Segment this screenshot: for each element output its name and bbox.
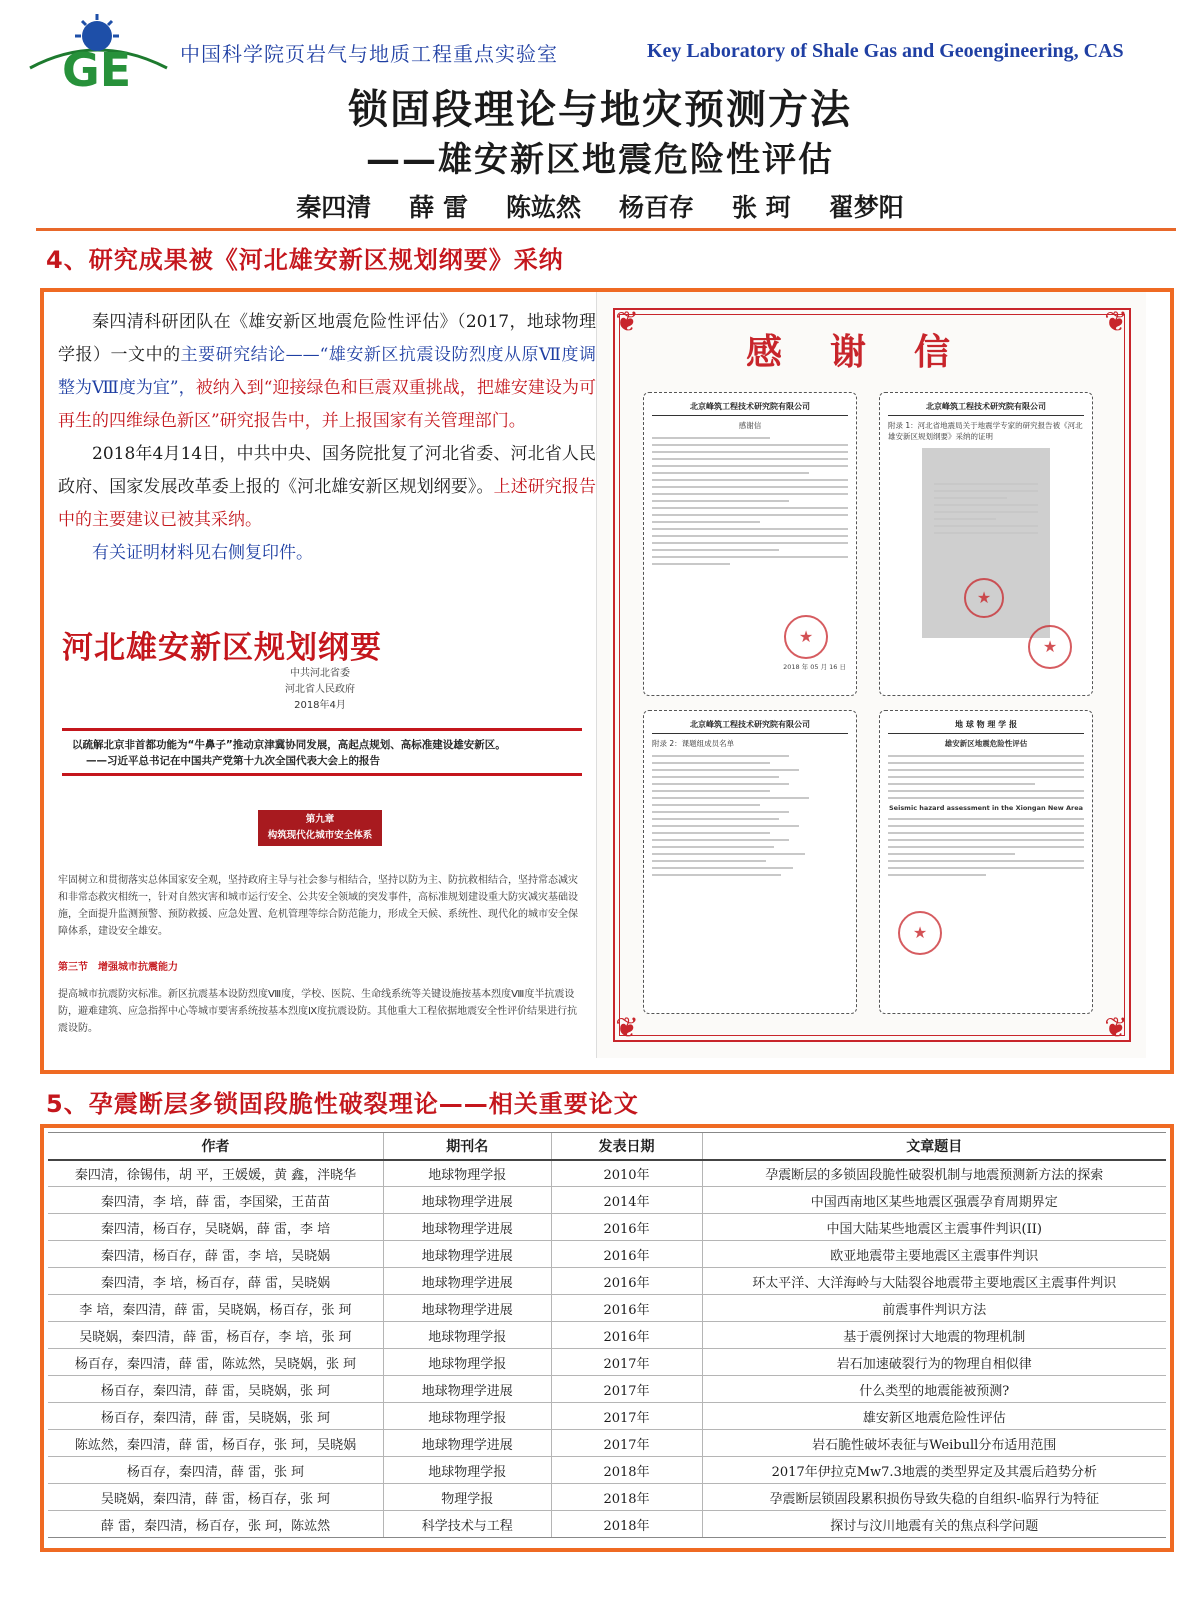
cell-title: 前震事件判识方法 [702, 1295, 1166, 1322]
cell-journal: 地球物理学报 [383, 1349, 551, 1376]
author: 秦四清 [296, 193, 372, 222]
cell-title: 环太平洋、大洋海岭与大陆裂谷地震带主要地震区主震事件判识 [702, 1268, 1166, 1295]
cell-date: 2016年 [551, 1214, 702, 1241]
cell-title: 探讨与汶川地震有关的焦点科学问题 [702, 1511, 1166, 1538]
doc-body-lines [652, 437, 848, 565]
doc-body-lines [888, 755, 1084, 799]
plan-section-title: 第三节 增强城市抗震能力 [58, 962, 178, 973]
doc-subtitle: 感谢信 [738, 421, 762, 430]
chapter-badge [258, 810, 382, 846]
cell-journal: 地球物理学报 [383, 1403, 551, 1430]
section5-heading: 5、孕震断层多锁固段脆性破裂理论——相关重要论文 [46, 1090, 639, 1118]
cell-date: 2018年 [551, 1484, 702, 1511]
intro-text: 秦四清科研团队在《雄安新区地震危险性评估》（2017，地球物理学报）一文中的 [58, 312, 596, 365]
section4-heading: 4、研究成果被《河北雄安新区规划纲要》采纳 [46, 246, 564, 274]
plan-date: 2018年4月 [294, 700, 346, 711]
cell-date: 2010年 [551, 1160, 702, 1187]
doc-subtitle: 雄安新区地震危险性评估 [944, 739, 1028, 748]
cell-authors: 吴晓娲，秦四清，薛 雷，杨百存，张 珂 [48, 1484, 383, 1511]
table-row [48, 1241, 1166, 1268]
cell-title: 孕震断层的多锁固段脆性破裂机制与地震预测新方法的探索 [702, 1160, 1166, 1187]
table-row [48, 1430, 1166, 1457]
cell-authors: 秦四清，李 培，薛 雷，李国梁，王苗苗 [48, 1187, 383, 1214]
table-row [48, 1214, 1166, 1241]
red-seal-icon: ★ [784, 615, 828, 659]
lab-name-chinese: 中国科学院页岩气与地质工程重点实验室 [180, 42, 558, 66]
table-body [48, 1160, 1166, 1538]
ornament-icon: ❦ [1104, 305, 1128, 338]
cell-date: 2016年 [551, 1322, 702, 1349]
red-seal-icon: ★ [898, 911, 942, 955]
cell-journal: 地球物理学进展 [383, 1241, 551, 1268]
ornament-icon: ❦ [615, 1011, 639, 1044]
cell-journal: 地球物理学进展 [383, 1214, 551, 1241]
table-row [48, 1376, 1166, 1403]
table-row [48, 1187, 1166, 1214]
column-header: 作者 [48, 1133, 383, 1160]
table-row [48, 1457, 1166, 1484]
table-row [48, 1268, 1166, 1295]
author: 张 珂 [732, 193, 791, 222]
red-seal-icon: ★ [964, 578, 1004, 618]
cell-title: 中国大陆某些地震区主震事件判识(II) [702, 1214, 1166, 1241]
cell-authors: 李 培，秦四清，薛 雷，吴晓娲，杨百存，张 珂 [48, 1295, 383, 1322]
issuer-line: 中共河北省委 [290, 668, 350, 679]
cell-authors: 陈竑然，秦四清，薛 雷，杨百存，张 珂，吴晓娲 [48, 1430, 383, 1457]
cell-authors: 秦四清，杨百存，吴晓娲，薛 雷，李 培 [48, 1214, 383, 1241]
cell-title: 什么类型的地震能被预测? [702, 1376, 1166, 1403]
intro-adopted: 上述研究报告中的主要建议已被其采纳。 [58, 477, 597, 530]
cell-date: 2016年 [551, 1268, 702, 1295]
cell-title: 岩石加速破裂行为的物理自相似律 [702, 1349, 1166, 1376]
papers-table [48, 1132, 1166, 1538]
letter-title: 感谢信 [745, 332, 998, 373]
letter-page-3 [643, 710, 857, 1014]
thank-you-letter [596, 292, 1146, 1058]
cell-authors: 杨百存，秦四清，薛 雷，吴晓娲，张 珂 [48, 1403, 383, 1430]
cell-date: 2014年 [551, 1187, 702, 1214]
header-divider [36, 228, 1176, 231]
cell-title: 欧亚地震带主要地震区主震事件判识 [702, 1241, 1166, 1268]
cell-authors: 秦四清，徐锡伟，胡 平，王媛媛，黄 鑫，泮晓华 [48, 1160, 383, 1187]
column-header: 发表日期 [551, 1133, 702, 1160]
table-row [48, 1403, 1166, 1430]
intro-paragraph-2 [58, 438, 596, 537]
intro-paragraph-3: 有关证明材料见右侧复印件。 [92, 543, 313, 563]
plan-quote [62, 728, 582, 776]
doc-body-lines [888, 818, 1084, 876]
cell-journal: 地球物理学进展 [383, 1376, 551, 1403]
plan-title: 河北雄安新区规划纲要 [62, 630, 382, 666]
poster-title: 锁固段理论与地灾预测方法 [348, 87, 852, 133]
cell-authors: 秦四清，杨百存，薛 雷，李 培，吴晓娲 [48, 1241, 383, 1268]
cell-title: 孕震断层锁固段累积损伤导致失稳的自组织-临界行为特征 [702, 1484, 1166, 1511]
cell-date: 2017年 [551, 1403, 702, 1430]
intro-conclusion: 主要研究结论——“雄安新区抗震设防烈度从原Ⅶ度调整为Ⅷ度为宜”， [58, 345, 596, 398]
cell-date: 2017年 [551, 1430, 702, 1457]
plan-paragraph: 牢固树立和贯彻落实总体国家安全观，坚持政府主导与社会参与相结合，坚持以防为主、防抗救相结合，坚持常态减灾和非常态救灾相统一，针对自然灾害和城市运行安全、公共安全领域的突发事件，高标准规划建设重大防灾减灾基础设施，全面提升监测预警、预防救援、应急处置、危机管理等综合防范能力，形成全天候、系统性、现代化的城市安全保障体系，建设安全雄安。 [58, 875, 578, 937]
author-list [0, 188, 1200, 224]
table-header-row [48, 1133, 1166, 1160]
cell-authors: 杨百存，秦四清，薛 雷，吴晓娲，张 珂 [48, 1376, 383, 1403]
intro-paragraph-1 [58, 306, 596, 438]
cell-date: 2018年 [551, 1511, 702, 1538]
plan-document-excerpt [58, 622, 594, 1054]
cell-authors: 薛 雷，秦四清，杨百存，张 珂，陈竑然 [48, 1511, 383, 1538]
cell-journal: 科学技术与工程 [383, 1511, 551, 1538]
issuer-line: 河北省人民政府 [285, 684, 355, 695]
ornament-icon: ❦ [615, 305, 639, 338]
author: 薛 雷 [409, 193, 468, 222]
column-header: 期刊名 [383, 1133, 551, 1160]
cell-journal: 地球物理学报 [383, 1322, 551, 1349]
poster-header [0, 0, 1200, 230]
intro-text: 2018年4月14日，中共中央、国务院批复了河北省委、河北省人民政府、国家发展改革委上报的《河北雄安新区规划纲要》。 [58, 444, 596, 497]
doc-body-lines [652, 755, 848, 876]
chapter-title: 构筑现代化城市安全体系 [267, 830, 373, 841]
doc-header: 北京峰筑工程技术研究院有限公司 [888, 401, 1084, 416]
doc-subtitle: 附录 1：河北省地震局关于地震学专家的研究报告被《河北雄安新区规划纲要》采纳的证明 [888, 421, 1083, 441]
cell-authors: 秦四清，李 培，杨百存，薛 雷，吴晓娲 [48, 1268, 383, 1295]
chapter-number: 第九章 [305, 814, 335, 825]
letter-page-2 [879, 392, 1093, 696]
author: 翟梦阳 [828, 193, 904, 222]
svg-text:GE: GE [62, 43, 132, 90]
cell-journal: 地球物理学进展 [383, 1268, 551, 1295]
cell-authors: 杨百存，秦四清，薛 雷，陈竑然，吴晓娲，张 珂 [48, 1349, 383, 1376]
author: 杨百存 [619, 193, 695, 222]
cell-title: 雄安新区地震危险性评估 [702, 1403, 1166, 1430]
cell-title: 岩石脆性破坏表征与Weibull分布适用范围 [702, 1430, 1166, 1457]
cell-journal: 物理学报 [383, 1484, 551, 1511]
quote-source: ——习近平总书记在中国共产党第十九次全国代表大会上的报告 [86, 755, 380, 767]
cell-journal: 地球物理学进展 [383, 1430, 551, 1457]
cell-title: 基于震例探讨大地震的物理机制 [702, 1322, 1166, 1349]
lab-name-english: Key Laboratory of Shale Gas and Geoengineering, CAS [647, 40, 1124, 62]
red-seal-icon: ★ [1028, 625, 1072, 669]
doc-subtitle: 附录 2：课题组成员名单 [652, 739, 735, 748]
column-header: 文章题目 [702, 1133, 1166, 1160]
cell-authors: 吴晓娲，秦四清，薛 雷，杨百存，李 培，张 珂 [48, 1322, 383, 1349]
cell-date: 2016年 [551, 1241, 702, 1268]
cell-journal: 地球物理学进展 [383, 1187, 551, 1214]
intro-adoption: 被纳入到“迎接绿色和巨震双重挑战，把雄安建设为可再生的四维绿色新区”研究报告中，并上报国家有关管理部门。 [58, 378, 596, 431]
cell-journal: 地球物理学进展 [383, 1295, 551, 1322]
plan-issuer [230, 666, 410, 714]
cell-date: 2017年 [551, 1349, 702, 1376]
quote-text: 以疏解北京非首都功能为“牛鼻子”推动京津冀协同发展，高起点规划、高标准建设雄安新区。 [72, 739, 506, 751]
cell-date: 2016年 [551, 1295, 702, 1322]
doc-date: 2018 年 05 月 16 日 [783, 663, 846, 671]
papers-panel [40, 1124, 1174, 1552]
cell-journal: 地球物理学报 [383, 1457, 551, 1484]
cell-date: 2018年 [551, 1457, 702, 1484]
doc-header: 北京峰筑工程技术研究院有限公司 [652, 401, 848, 416]
table-row [48, 1322, 1166, 1349]
cell-journal: 地球物理学报 [383, 1160, 551, 1187]
section4-panel [40, 288, 1174, 1074]
cell-title: 中国西南地区某些地震区强震孕育周期界定 [702, 1187, 1166, 1214]
section4-intro [58, 306, 596, 570]
certificate-scan [922, 448, 1050, 638]
author: 陈竑然 [505, 193, 581, 222]
cell-authors: 杨百存，秦四清，薛 雷，张 珂 [48, 1457, 383, 1484]
table-row [48, 1349, 1166, 1376]
table-row [48, 1484, 1166, 1511]
plan-paragraph: 提高城市抗震防灾标准。新区抗震基本设防烈度Ⅷ度，学校、医院、生命线系统等关键设施按基本烈度Ⅷ度半抗震设防，避难建筑、应急指挥中心等城市要害系统按基本烈度Ⅸ度抗震设防。其他重大工程依据地震安全性评价结果进行抗震设防。 [58, 989, 578, 1034]
cell-date: 2017年 [551, 1376, 702, 1403]
table-row [48, 1295, 1166, 1322]
ornament-icon: ❦ [1104, 1011, 1128, 1044]
letter-page-4 [879, 710, 1093, 1014]
table-row [48, 1511, 1166, 1538]
letter-page-1 [643, 392, 857, 696]
table-row [48, 1160, 1166, 1187]
doc-header: 北京峰筑工程技术研究院有限公司 [652, 719, 848, 734]
poster-subtitle: ——雄安新区地震危险性评估 [366, 140, 834, 180]
doc-english-title: Seismic hazard assessment in the Xiongan New Area [889, 804, 1083, 812]
doc-header: 地 球 物 理 学 报 [888, 719, 1084, 734]
cell-title: 2017年伊拉克Mw7.3地震的类型界定及其震后趋势分析 [702, 1457, 1166, 1484]
